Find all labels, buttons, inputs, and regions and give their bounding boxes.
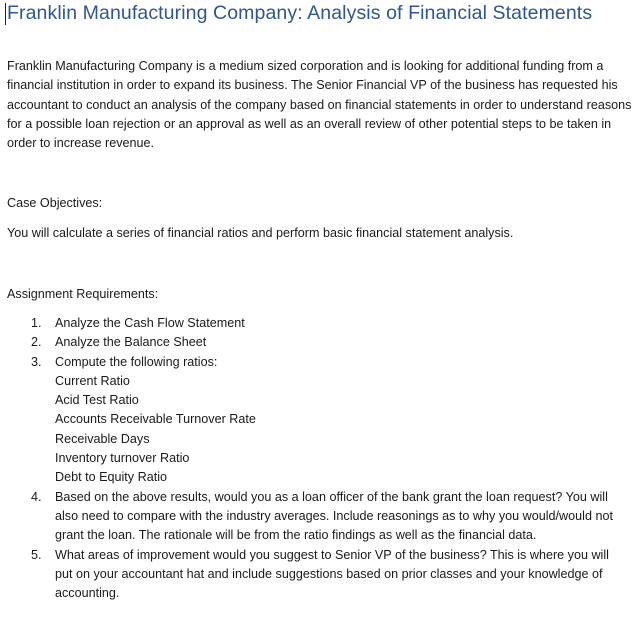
requirements-label: Assignment Requirements: <box>7 287 159 301</box>
list-item <box>0 333 637 352</box>
case-objectives-text: You will calculate a series of financial ratios and perform basic financial statement analysis. <box>7 226 514 240</box>
intro-paragraph: Franklin Manufacturing Company is a medium sized corporation and is looking for additional funding from a financial institution in order to expand its business. The Senior Financial VP of the business has requested his accountant to conduct an analysis of the company based on financial statements in order to understand reasons for a possible loan rejection or an approval as well as an overall review of other potential steps to be taken in order to increase revenue. <box>7 59 632 151</box>
requirements-list <box>0 314 637 603</box>
document-title: Franklin Manufacturing Company: Analysis of Financial Statements <box>7 2 593 24</box>
list-item <box>0 546 637 604</box>
case-objectives-label: Case Objectives: <box>7 196 103 210</box>
list-item-number: 2. <box>31 335 42 350</box>
list-item-number: 5. <box>31 547 42 562</box>
ratio-item: Receivable Days <box>55 431 150 446</box>
list-item <box>0 488 637 546</box>
list-item-text: Based on the above results, would you as a loan officer of the bank grant the loan request? You will also need to compare with the industry averages. Include reasonings as to why you would/would not grant the loan. The rationale will be from the ratio findings as well as the financial data. <box>55 489 613 543</box>
list-item <box>0 314 637 333</box>
text-cursor <box>5 3 6 25</box>
ratio-item: Inventory turnover Ratio <box>55 451 190 466</box>
list-item-text: Compute the following ratios: <box>55 354 218 369</box>
list-item-text: What areas of improvement would you suggest to Senior VP of the business? This is where you will put on your accountant hat and include suggestions based on prior classes and your knowledge of accounting. <box>55 547 609 601</box>
ratio-item: Accounts Receivable Turnover Rate <box>55 412 256 427</box>
ratio-item: Acid Test Ratio <box>55 393 139 408</box>
list-item-number: 1. <box>31 316 42 330</box>
list-item <box>0 353 637 488</box>
list-item-number: 4. <box>31 489 42 504</box>
ratio-item: Debt to Equity Ratio <box>55 470 168 485</box>
list-item-text: Analyze the Cash Flow Statement <box>55 316 245 330</box>
list-item-text: Analyze the Balance Sheet <box>55 335 207 350</box>
ratio-item: Current Ratio <box>55 373 130 388</box>
list-item-number: 3. <box>31 354 42 369</box>
ratio-list <box>55 372 625 488</box>
